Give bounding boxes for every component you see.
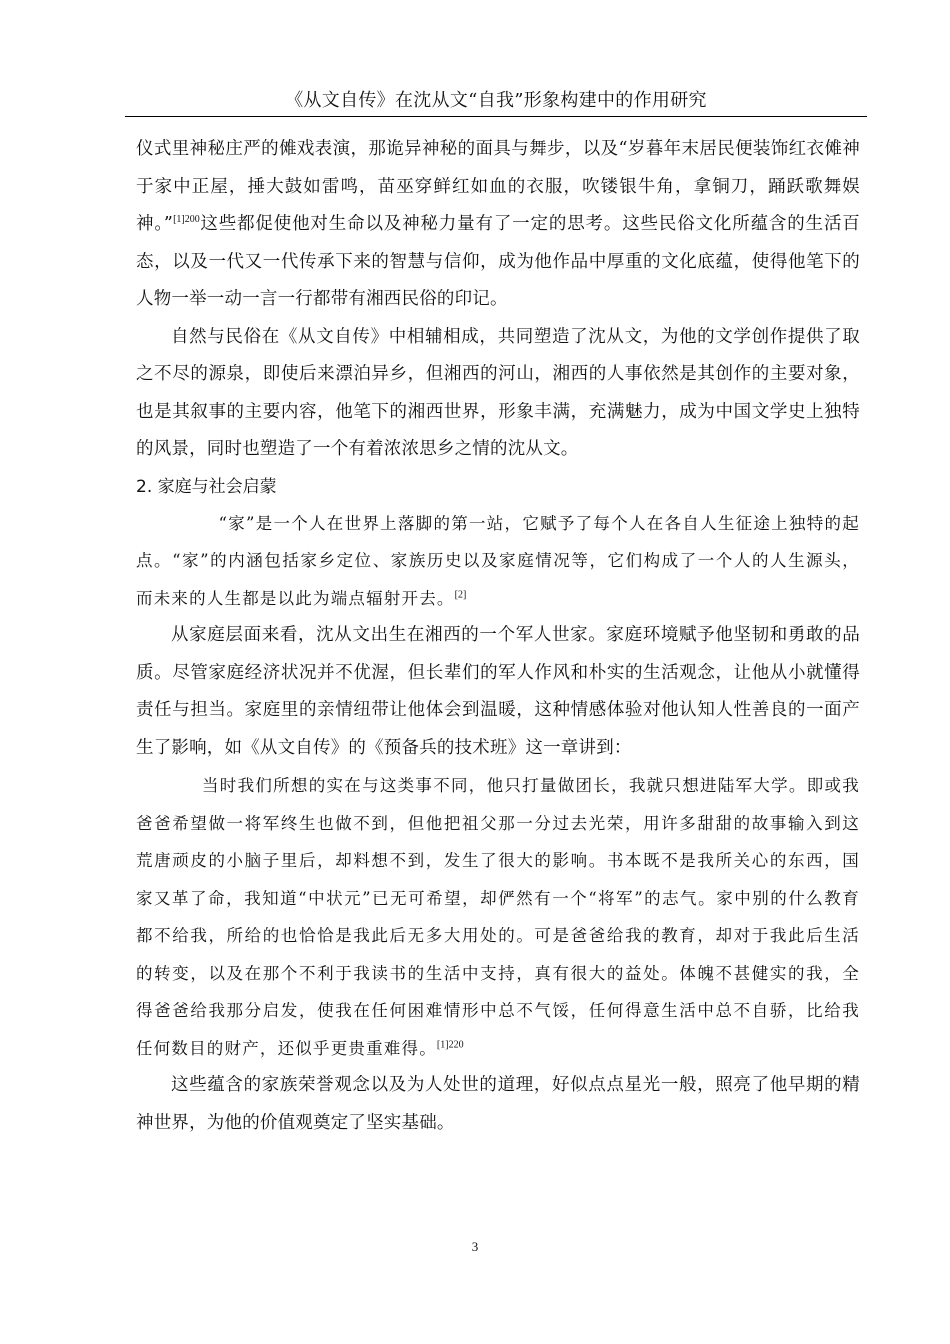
page-body (136, 131, 860, 1142)
paragraph-folk-ritual (136, 131, 860, 319)
running-header (125, 90, 867, 117)
quote-text: “家”是一个人在世界上落脚的第一站，它赋予了每个人在各自人生征途上独特的起点。“家”的内涵包括家乡定位、家族历史以及家庭情况等，它们构成了一个人的人生源头，而未来的人生都是以此为端点辐射开去。 (136, 513, 860, 608)
paragraph-family-background: 从家庭层面来看，沈从文出生在湘西的一个军人世家。家庭环境赋予他坚韧和勇敢的品质。尽管家庭经济状况并不优渥，但长辈们的军人作风和朴实的生活观念，让他从小就懂得责任与担当。家庭里的亲情纽带让他体会到温暖，这种情感体验对他认知人性善良的一面产生了影响，如《从文自传》的《预备兵的技术班》这一章讲到： (136, 625, 860, 758)
quote-text: 当时我们所想的实在与这类事不同，他只打量做团长，我就只想进陆军大学。即或我爸爸希望做一将军终生也做不到，但他把祖父那一分过去光荣，用许多甜甜的故事输入到这荒唐顽皮的小脑子里后，却料想不到，发生了很大的影响。书本既不是我所关心的东西，国家又革了命，我知道“中状元”已无可希望，却俨然有一个“将军”的志气。家中别的什么教育都不给我，所给的也恰恰是我此后无多大用处的。可是爸爸给我的教育，却对于我此后生活的转变，以及在那个不利于我读书的生活中支持，真有很大的益处。体魄不甚健实的我，全得爸爸给我那分启发，使我在任何困难情形中总不气馁，任何得意生活中总不自骄，比给我任何数目的财产，还似乎更贵重难得。 (136, 776, 860, 1058)
quote-family (136, 505, 860, 618)
block-quote-autobiography (136, 767, 860, 1067)
paragraph-text: 仪式里神秘庄严的傩戏表演，那诡异神秘的面具与舞步，以及“岁暮年末居民便装饰红衣傩神于家中正屋，捶大鼓如雷鸣，苗巫穿鲜红如血的衣服，吹镂银牛角，拿铜刀，踊跃歌舞娱神。” (136, 139, 860, 234)
citation-marker: [2] (454, 589, 467, 600)
section-heading: 2. 家庭与社会启蒙 (136, 476, 277, 497)
page-number: 3 (471, 1239, 479, 1254)
paragraph-conclusion: 这些蕴含的家族荣誉观念以及为人处世的道理，好似点点星光一般，照亮了他早期的精神世界，为他的价值观奠定了坚实基础。 (136, 1075, 860, 1133)
paragraph-nature-folk: 自然与民俗在《从文自传》中相辅相成，共同塑造了沈从文，为他的文学创作提供了取之不尽的源泉，即使后来漂泊异乡，但湘西的河山，湘西的人事依然是其创作的主要对象，也是其叙事的主要内容，他笔下的湘西世界，形象丰满，充满魅力，成为中国文学史上独特的风景，同时也塑造了一个有着浓浓思乡之情的沈从文。 (136, 326, 860, 459)
citation-marker: [1]220 (436, 1039, 464, 1050)
citation-marker: [1]200 (173, 214, 200, 226)
running-header-title: 《从文自传》在沈从文“自我”形象构建中的作用研究 (285, 90, 707, 111)
paragraph-text: 这些都促使他对生命以及神秘力量有了一定的思考。这些民俗文化所蕴含的生活百态，以及一代又一代传承下来的智慧与信仰，成为他作品中厚重的文化底蕴，使得他笔下的人物一举一动一言一行都带有湘西民俗的印记。 (136, 214, 860, 309)
